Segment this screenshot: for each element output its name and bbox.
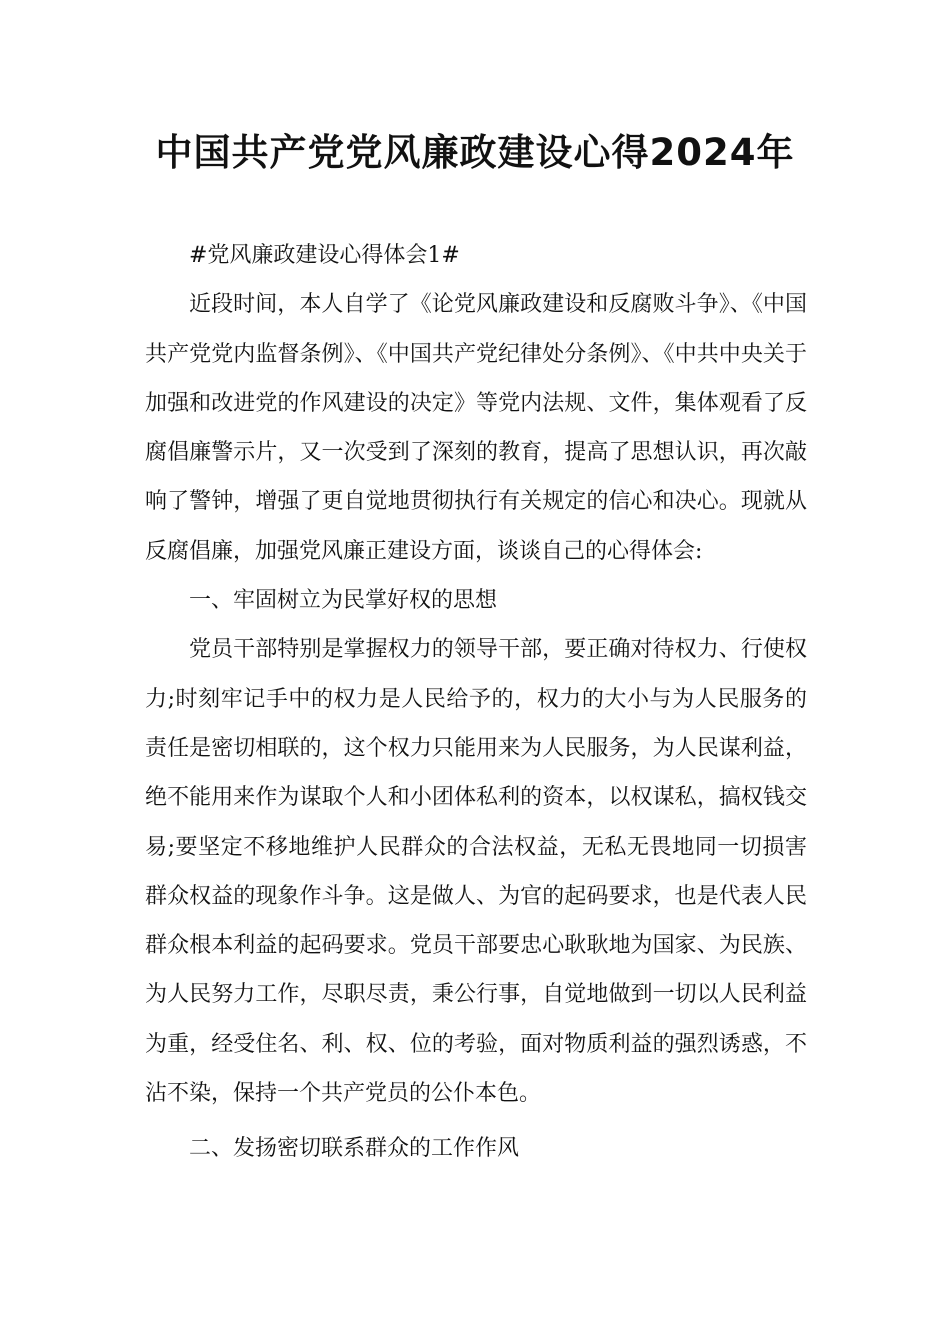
section-heading-2: 二、发扬密切联系群众的工作作风 xyxy=(189,1136,520,1162)
section-1-paragraph: 党员干部特别是掌握权力的领导干部，要正确对待权力、行使权力;时刻牢记手中的权力是人民给予的，权力的大小与为人民服务的责任是密切相联的，这个权力只能用来为人民服务，为人民谋利益，绝不能用来作为谋取个人和小团体私利的资本，以权谋私，搞权钱交易;要坚定不移地维护人民群众的合法权益，无私无畏地同一切损害群众权益的现象作斗争。这是做人、为官的起码要求，也是代表人民群众根本利益的起码要求。党员干部要忠心耿耿地为国家、为民族、为人民努力工作，尽职尽责，秉公行事，自觉地做到一切以人民利益为重，经受住名、利、权、位的考验，面对物质利益的强烈诱惑，不沾不染，保持一个共产党员的公仆本色。 xyxy=(145,637,807,1107)
section-heading-1: 一、牢固树立为民掌好权的思想 xyxy=(189,588,498,614)
document-body xyxy=(145,231,807,1174)
intro-paragraph: 近段时间，本人自学了《论党风廉政建设和反腐败斗争》、《中国共产党党内监督条例》、《中国共产党纪律处分条例》、《中共中央关于加强和改进党的作风建设的决定》等党内法规、文件，集体观看了反腐倡廉警示片，又一次受到了深刻的教育，提高了思想认识，再次敲响了警钟，增强了更自觉地贯彻执行有关规定的信心和决心。现就从反腐倡廉，加强党风廉正建设方面，谈谈自己的心得体会: xyxy=(145,292,807,564)
document-title: 中国共产党党风廉政建设心得2024年 xyxy=(155,131,795,174)
section-heading-tag: #党风廉政建设心得体会1# xyxy=(189,243,460,268)
